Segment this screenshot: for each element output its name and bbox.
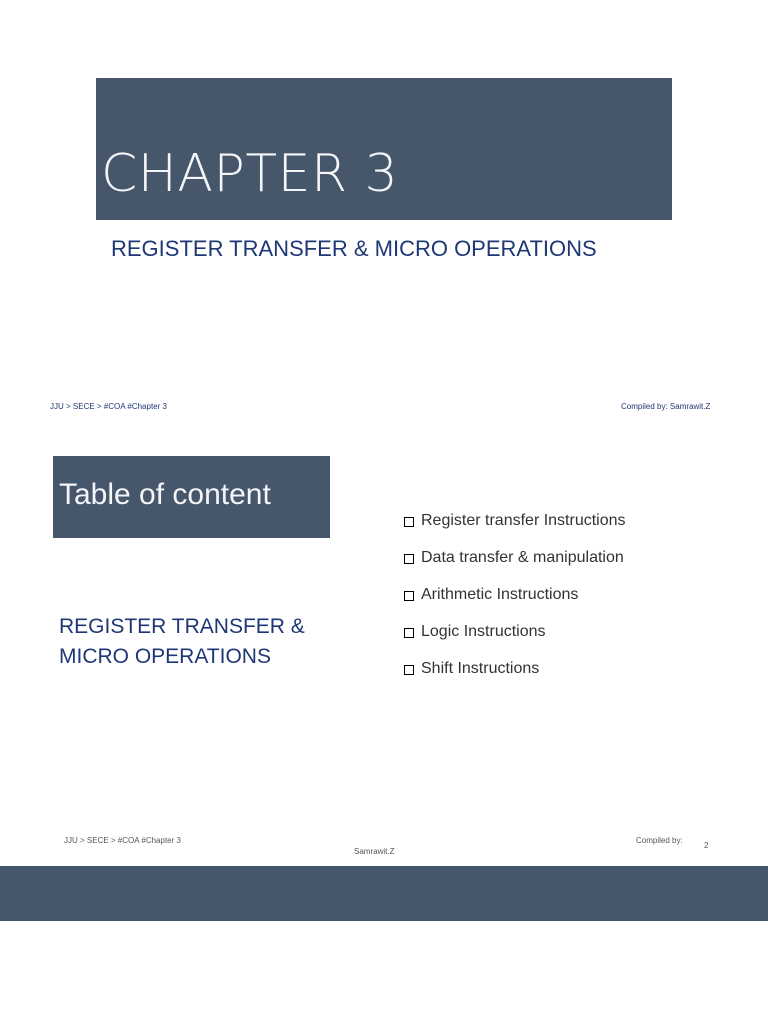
list-item-label: Shift Instructions xyxy=(421,660,540,677)
slide1-footer-credit: Compiled by: Samrawit.Z xyxy=(621,402,711,411)
list-item xyxy=(404,660,626,697)
list-item-label: Logic Instructions xyxy=(421,623,546,640)
checkbox-bullet-icon xyxy=(404,628,414,638)
checkbox-bullet-icon xyxy=(404,591,414,601)
chapter-subtitle: REGISTER TRANSFER & MICRO OPERATIONS xyxy=(111,236,597,261)
page-number: 2 xyxy=(704,841,709,850)
chapter-title: CHAPTER 3 xyxy=(101,144,399,204)
list-item xyxy=(404,549,626,586)
slide2-footer-compiled-label: Compiled by: xyxy=(636,836,683,845)
list-item xyxy=(404,623,626,660)
bottom-band xyxy=(0,866,768,921)
list-item-label: Arithmetic Instructions xyxy=(421,586,579,603)
toc-list xyxy=(404,512,626,697)
list-item xyxy=(404,586,626,623)
slide1-footer-breadcrumb: JJU > SECE > #COA #Chapter 3 xyxy=(50,402,167,411)
checkbox-bullet-icon xyxy=(404,517,414,527)
slide2-footer-breadcrumb: JJU > SECE > #COA #Chapter 3 xyxy=(64,836,181,845)
checkbox-bullet-icon xyxy=(404,554,414,564)
list-item-label: Data transfer & manipulation xyxy=(421,549,624,566)
toc-title: Table of content xyxy=(59,478,271,511)
list-item xyxy=(404,512,626,549)
checkbox-bullet-icon xyxy=(404,665,414,675)
toc-heading: REGISTER TRANSFER & MICRO OPERATIONS xyxy=(59,615,305,668)
slide2-footer-author: Samrawit.Z xyxy=(354,847,395,856)
list-item-label: Register transfer Instructions xyxy=(421,512,626,529)
